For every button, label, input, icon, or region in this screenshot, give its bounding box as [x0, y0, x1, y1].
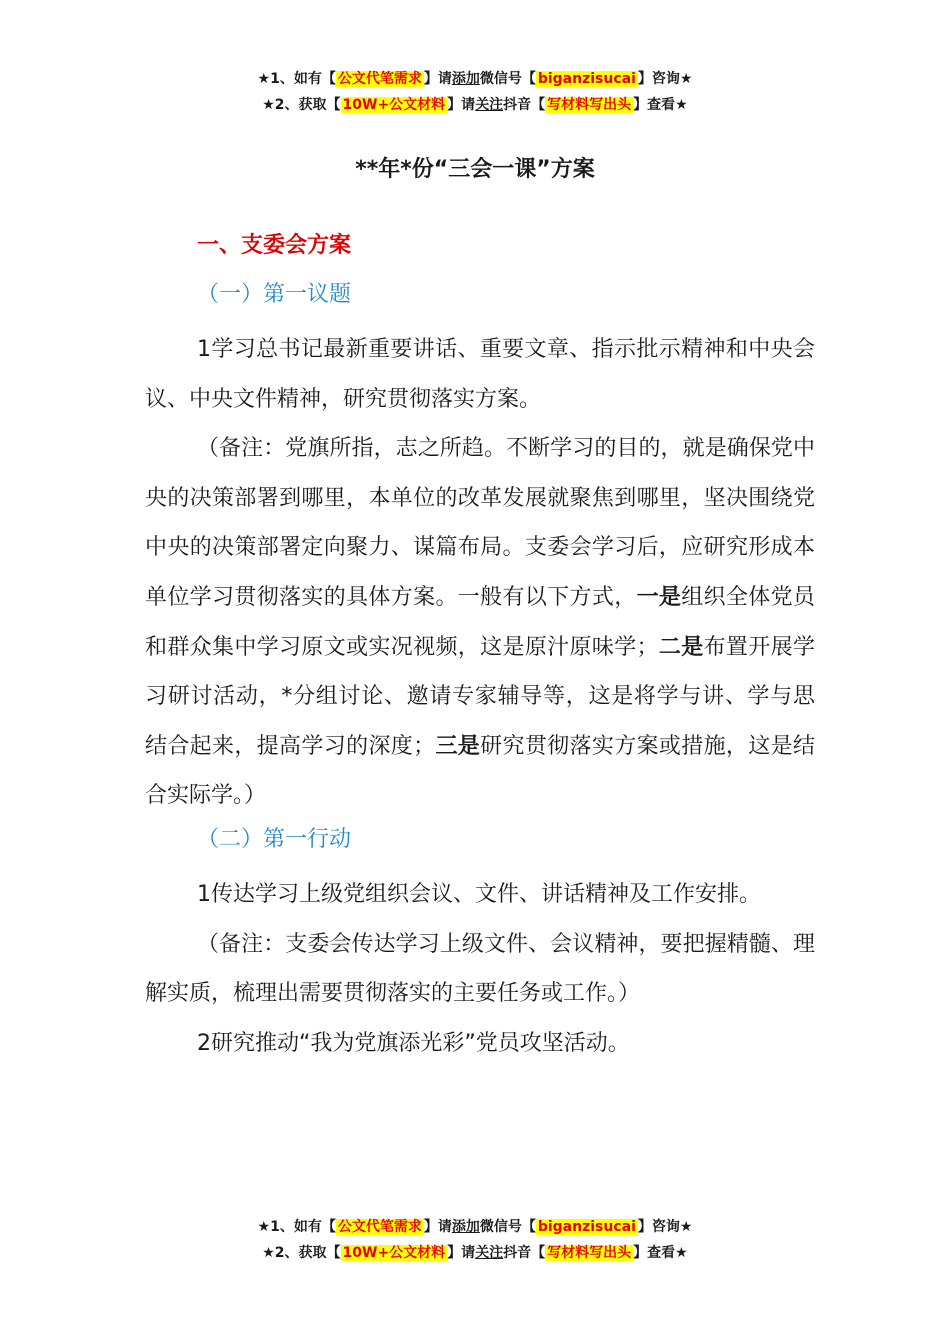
- paragraph: 2研究推动“我为党旗添光彩”党员攻坚活动。: [197, 1030, 630, 1056]
- promo-line-1: ★1、如有【 公文代笔需求 】请添加微信号【 biganzisucai 】咨询★: [257, 71, 693, 87]
- paragraph: 1传达学习上级党组织会议、文件、讲话精神及工作安排。: [197, 881, 761, 907]
- subsection-heading: （一）第一议题: [197, 282, 352, 307]
- subsection-heading: （二）第一行动: [197, 826, 352, 852]
- highlight-materials: 10W+公文材料: [342, 1245, 446, 1261]
- highlight-materials: 10W+公文材料: [342, 97, 446, 113]
- wechat-id: biganzisucai: [537, 71, 636, 87]
- promo-line-2: ★2、获取【 10W+公文材料 】请关注抖音【 写材料写出头 】查看★: [262, 1245, 688, 1261]
- note-paragraph: （备注：支委会传达学习上级文件、会议精神，要把握精髓、理解实质，梳理出需要贯彻落实的主要任务或工作。）: [145, 931, 815, 1007]
- promo-banner-top: [0, 66, 950, 118]
- paragraph: 1学习总书记最新重要讲话、重要文章、指示批示精神和中央会议、中央文件精神，研究贯彻落实方案。: [145, 337, 815, 412]
- promo-line-1: ★1、如有【 公文代笔需求 】请添加微信号【 biganzisucai 】咨询★: [257, 1219, 693, 1235]
- note-paragraph: （备注：党旗所指，志之所趋。不断学习的目的，就是确保党中央的决策部署到哪里，本单位的改革发展就聚焦到哪里，坚决围绕党中央的决策部署定向聚力、谋篇布局。支委会学习后，应研究形成本单位学习贯彻落实的具体方案。一般有以下方式，一是组织全体党员和群众集中学习原文或实况视频，这是原汁原味学；二是布置开展学习研讨活动，*分组讨论、邀请专家辅导等，这是将学与讲、学与思结合起来，提高学习的深度；三是研究贯彻落实方案或措施，这是结合实际学。）: [145, 436, 815, 809]
- document-title: **年*份“三会一课”方案: [355, 157, 595, 182]
- highlight-service: 公文代笔需求: [337, 1219, 422, 1235]
- promo-line-2: ★2、获取【 10W+公文材料 】请关注抖音【 写材料写出头 】查看★: [262, 97, 688, 113]
- section-heading: 一、支委会方案: [197, 233, 352, 258]
- document-body: [145, 228, 815, 1068]
- douyin-id: 写材料写出头: [547, 1245, 632, 1261]
- highlight-service: 公文代笔需求: [337, 71, 422, 87]
- wechat-id: biganzisucai: [537, 1219, 636, 1235]
- promo-banner-bottom: [0, 1214, 950, 1266]
- douyin-id: 写材料写出头: [547, 97, 632, 113]
